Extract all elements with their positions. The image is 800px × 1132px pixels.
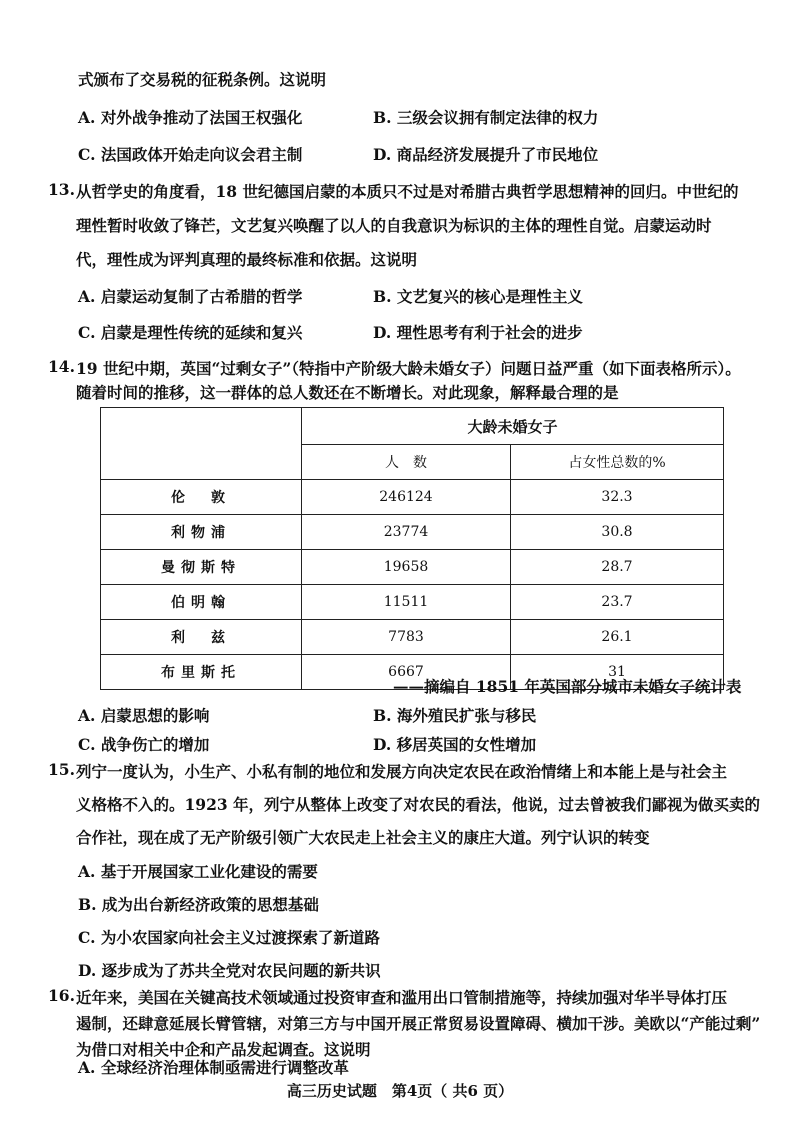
table-row [101,480,724,515]
table-cell-count: 23774 [302,515,511,550]
q14-option-d: D. 移居英国的女性增加 [373,735,537,754]
q13-stem-line-2: 理性暂时收敛了锋芒，文艺复兴唤醒了以人的自我意识为标识的主体的理性自觉。启蒙运动时 [76,216,712,235]
q13-stem-line-1: 从哲学史的角度看，18 世纪德国启蒙的本质只不过是对希腊古典哲学思想精神的回归。中世纪的 [76,182,739,201]
statistics-table [100,407,724,690]
q16-stem-line-1: 近年来，美国在关键高技术领域通过投资审查和滥用出口管制措施等，持续加强对华半导体打压 [76,988,728,1007]
q14-stem-line-1: 19 世纪中期，英国“过剩女子”（特指中产阶级大龄未婚女子）问题日益严重（如下面表格所示）。 [76,359,741,378]
table-cell-count: 6667 [302,655,511,690]
q13-option-a: A. 启蒙运动复制了古希腊的哲学 [78,287,303,306]
table-cell-percent: 26.1 [511,620,724,655]
q13-option-c: C. 启蒙是理性传统的延续和复兴 [78,323,303,342]
q16-number: 16. [48,986,75,1005]
table-corner-cell [101,408,302,480]
table-cell-city: 利物浦 [101,515,302,550]
table-row [101,550,724,585]
table-cell-city: 曼彻斯特 [101,550,302,585]
q12-option-b: B. 三级会议拥有制定法律的权力 [373,108,599,127]
q15-option-c: C. 为小农国家向社会主义过渡探索了新道路 [78,928,380,947]
q12-option-c: C. 法国政体开始走向议会君主制 [78,145,303,164]
q12-option-d: D. 商品经济发展提升了市民地位 [373,145,599,164]
page-footer: 高三历史试题 第4页（ 共6 页） [286,1082,514,1100]
q15-stem-line-3: 合作社，现在成了无产阶级引领广大农民走上社会主义的康庄大道。列宁认识的转变 [76,828,650,847]
q16-stem-line-3: 为借口对相关中企和产品发起调查。这说明 [76,1040,371,1059]
q13-option-b: B. 文艺复兴的核心是理性主义 [373,287,583,306]
table-cell-count: 7783 [302,620,511,655]
q13-number: 13. [48,180,75,199]
table-col-percent-header: 占女性总数的% [511,445,724,480]
table-col-count-header: 人 数 [302,445,511,480]
table-cell-percent: 28.7 [511,550,724,585]
table-row [101,515,724,550]
q14-stem-line-2: 随着时间的推移，这一群体的总人数还在不断增长。对此现象，解释最合理的是 [76,383,619,402]
q14-number: 14. [48,357,75,376]
q15-option-a: A. 基于开展国家工业化建设的需要 [78,862,318,881]
table-row [101,585,724,620]
q14-option-b: B. 海外殖民扩张与移民 [373,706,537,725]
q13-option-d: D. 理性思考有利于社会的进步 [373,323,583,342]
q16-option-a: A. 全球经济治理体制亟需进行调整改革 [78,1058,349,1077]
table-cell-percent: 31 [511,655,724,690]
table-group-header: 大龄未婚女子 [302,408,724,445]
table-header-row [101,408,724,445]
q13-stem-line-3: 代，理性成为评判真理的最终标准和依据。这说明 [76,250,418,269]
table-row [101,620,724,655]
table-cell-city: 利 兹 [101,620,302,655]
table-cell-count: 11511 [302,585,511,620]
table-cell-count: 19658 [302,550,511,585]
table-cell-count: 246124 [302,480,511,515]
table-cell-city: 伯明翰 [101,585,302,620]
table-cell-city: 布里斯托 [101,655,302,690]
table-cell-percent: 23.7 [511,585,724,620]
table-cell-percent: 30.8 [511,515,724,550]
q14-option-c: C. 战争伤亡的增加 [78,735,210,754]
q14-option-a: A. 启蒙思想的影响 [78,706,210,725]
q12-option-a: A. 对外战争推动了法国王权强化 [78,108,303,127]
q15-option-b: B. 成为出台新经济政策的思想基础 [78,895,319,914]
q15-number: 15. [48,760,75,779]
q15-stem-line-1: 列宁一度认为，小生产、小私有制的地位和发展方向决定农民在政治情绪上和本能上是与社会主 [76,762,728,781]
table-cell-city: 伦 敦 [101,480,302,515]
q14-table-source: ——摘编自 1851 年英国部分城市未婚女子统计表 [393,677,742,696]
q16-stem-line-2: 遏制，还肆意延展长臂管辖，对第三方与中国开展正常贸易设置障碍、横加干涉。美欧以“产能过剩” [76,1014,761,1033]
q15-stem-line-2: 义格格不入的。1923 年，列宁从整体上改变了对农民的看法，他说，过去曾被我们鄙视为做买卖的 [76,795,761,814]
q15-option-d: D. 逐步成为了苏共全党对农民问题的新共识 [78,961,381,980]
q12-stem-tail: 式颁布了交易税的征税条例。这说明 [78,70,327,89]
table-cell-percent: 32.3 [511,480,724,515]
